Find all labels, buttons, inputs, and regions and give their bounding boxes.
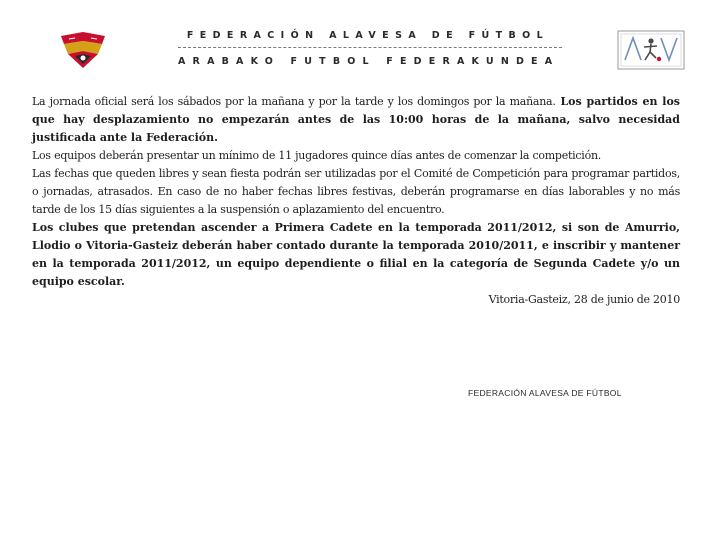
paragraph-schedule-travel-rule: Los partidos en los que hay desplazamiento no empezarán antes de las 10:00 horas de la mañana, salvo necesidad justificada ante la Federación. <box>32 95 680 144</box>
paragraph-promotion-requirements: Los clubes que pretendan ascender a Primera Cadete en la temporada 2011/2012, si son de Amurrio, Llodio o Vitoria-Gasteiz deberán haber contado durante la temporada 2010/2011, e inscribir y mantener en la temporada 2011/2012, un equipo dependiente o filial en la categoría de Segunda Cadete y/o un equipo escolar. <box>32 221 680 288</box>
federation-crest-icon <box>55 30 111 70</box>
football-player-logo-icon <box>617 30 685 70</box>
place-and-date: Vitoria-Gasteiz, 28 de junio de 2010 <box>488 293 680 306</box>
paragraph-minimum-players: Los equipos deberán presentar un mínimo de 11 jugadores quince días antes de comenzar la competición. <box>32 149 602 162</box>
footer-federation-name: FEDERACIÓN ALAVESA DE FÚTBOL <box>468 388 622 398</box>
federation-name: FEDERACIÓN ALAVESA DE FÚTBOL <box>186 30 550 41</box>
federation-name-basque: ARABAKO FUTBOL FEDERAKUNDEA <box>178 56 560 67</box>
header-divider <box>178 47 562 48</box>
paragraph-free-dates: Las fechas que queden libres y sean fiesta podrán ser utilizadas por el Comité de Competición para programar partidos, o jornadas, atrasados. En caso de no haber fechas libres festivas, deberán programarse en días laborables y no más tarde de los 15 días siguientes a la suspensión o aplazamiento del encuentro. <box>32 167 680 216</box>
paragraph-schedule-intro: La jornada oficial será los sábados por la mañana y por la tarde y los domingos por la mañana. <box>32 95 556 108</box>
document-header <box>0 0 720 90</box>
regulation-text <box>32 93 680 309</box>
paragraph-schedule <box>32 93 680 147</box>
